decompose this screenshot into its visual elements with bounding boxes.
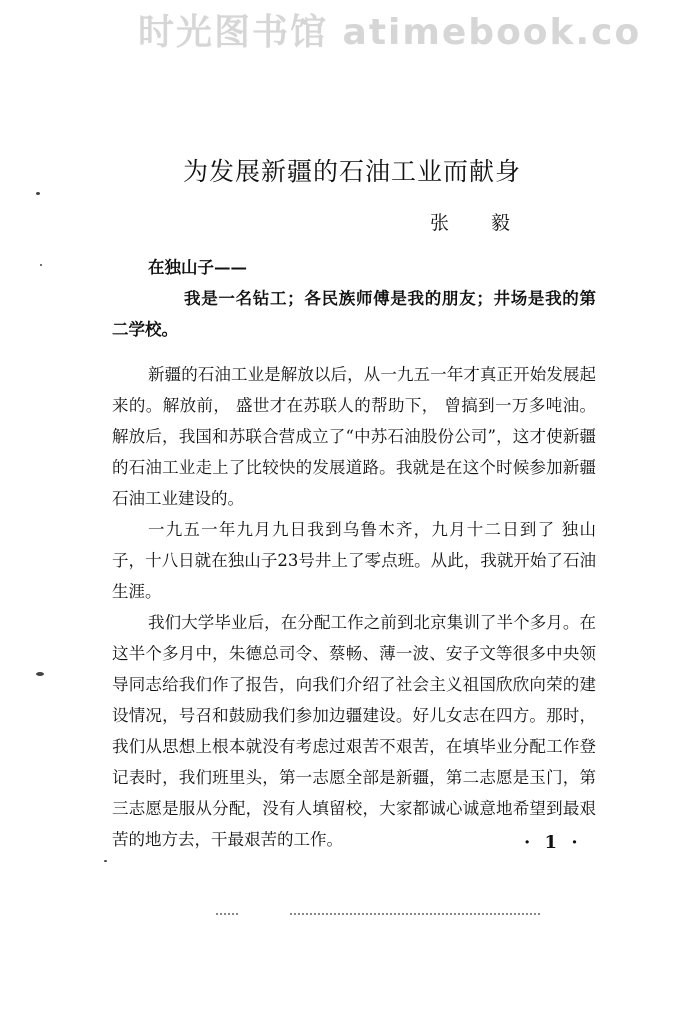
scan-speck [104, 860, 107, 862]
article-title: 为发展新疆的石油工业而献身 [182, 157, 521, 186]
page-number: · 1 · [524, 832, 582, 853]
subheading: 在独山子—— [148, 258, 247, 277]
article-body [112, 252, 596, 855]
paragraph-3: 我们大学毕业后，在分配工作之前到北京集训了半个多月。在这半个多月中，朱德总司令、蔡畅、薄一波、安子文等很多中央领导同志给我们作了报告，向我们介绍了社会主义祖国欣欣向荣的建设情况，号召和鼓励我们参加边疆建设。好儿女志在四方。那时，我们从思想上根本就没有考虑过艰苦不艰苦，在填毕业分配工作登记表时，我们班里头，第一志愿全部是新疆，第二志愿是玉门，第三志愿是服从分配，没有人填留校，大家都诚心诚意地希望到最艰苦的地方去，干最艰苦的工作。 [112, 613, 596, 849]
paragraph-1: 新疆的石油工业是解放以后，从一九五一年才真正开始发展起来的。解放前， 盛世才在苏联人的帮助下， 曾搞到一万多吨油。解放后，我国和苏联合营成立了“中苏石油股份公司”，这才使新疆的石油工业走上了比较快的发展道路。我就是在这个时候参加新疆石油工业建设的。 [112, 365, 596, 508]
watermark: 时光图书馆 atimebook.co [138, 12, 642, 53]
paragraph-2: 一九五一年九月九日我到乌鲁木齐，九月十二日到了 独山子，十八日就在独山子23号井上了零点班。从此，我就开始了石油生涯。 [112, 520, 596, 601]
scan-speck [36, 192, 40, 195]
scan-speck [40, 264, 42, 266]
motto: 我是一名钻工；各民族师傅是我的朋友；井场是我的第二学校。 [112, 289, 596, 339]
scan-dotted-line [216, 913, 238, 917]
scan-speck [36, 672, 44, 676]
scan-dotted-line [290, 913, 540, 917]
article-author: 张 毅 [430, 212, 529, 234]
